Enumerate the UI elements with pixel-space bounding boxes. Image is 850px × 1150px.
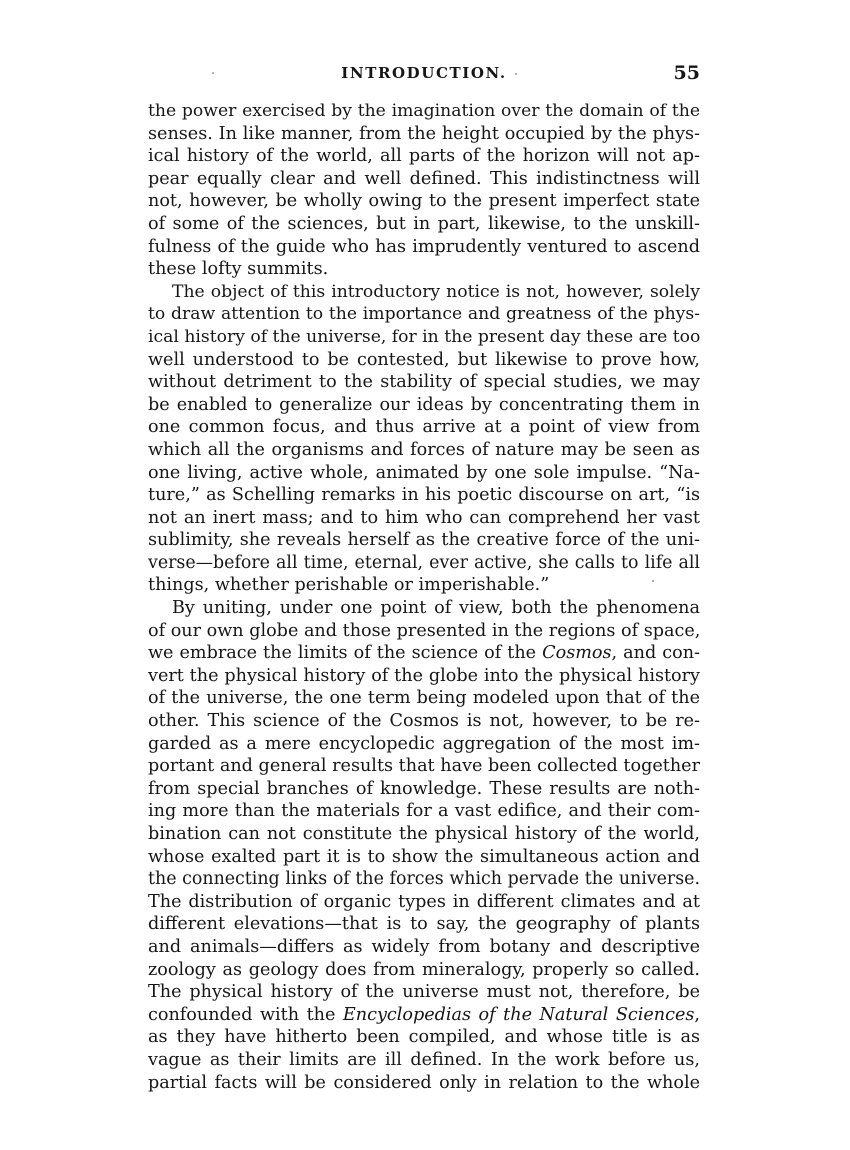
text-line: other. This science of the Cosmos is not, however, to be re-: [148, 711, 700, 732]
text-line: not, however, be wholly owing to the present imperfect state: [148, 191, 700, 212]
text-line: well understood to be contested, but likewise to prove how,: [148, 349, 700, 370]
text-line: ical history of the world, all parts of the horizon will not ap-: [148, 146, 700, 167]
text-line: from special branches of knowledge. These results are noth-: [148, 778, 700, 799]
text-line: without detriment to the stability of special studies, we may: [148, 372, 700, 393]
text-line: we embrace the limits of the science of the Cosmos, and con-: [148, 643, 700, 664]
body-text: [148, 100, 700, 1094]
scan-speck: [652, 580, 654, 582]
scan-speck: [212, 72, 214, 74]
page-number: 55: [673, 62, 700, 84]
text-line: confounded with the Encyclopedias of the Natural Sciences,: [148, 1004, 700, 1025]
text-line: these lofty summits.: [148, 259, 329, 280]
text-line: The distribution of organic types in different climates and at: [148, 891, 700, 912]
text-line: not an inert mass; and to him who can comprehend her vast: [148, 507, 700, 528]
text-line: different elevations—that is to say, the geography of plants: [148, 914, 700, 935]
text-line: garded as a mere encyclopedic aggregation of the most im-: [148, 733, 700, 754]
text-line: of some of the sciences, but in part, likewise, to the unskill-: [148, 213, 700, 234]
text-line: one living, active whole, animated by one sole impulse. “Na-: [148, 462, 700, 483]
text-line: zoology as geology does from mineralogy, properly so called.: [148, 959, 700, 980]
text-line: which all the organisms and forces of nature may be seen as: [148, 439, 700, 460]
text-line: The physical history of the universe must not, therefore, be: [148, 982, 700, 1003]
text-line: fulness of the guide who has imprudently ventured to ascend: [148, 236, 700, 257]
scan-speck: [515, 73, 517, 75]
text-line: verse—before all time, eternal, ever active, she calls to life all: [148, 552, 700, 573]
text-line: ture,” as Schelling remarks in his poetic discourse on art, “is: [148, 485, 700, 506]
text-line: vert the physical history of the globe into the physical history: [148, 665, 700, 686]
text-line: the power exercised by the imagination over the domain of the: [148, 101, 700, 121]
text-line: things, whether perishable or imperishable.”: [148, 575, 550, 596]
text-line: as they have hitherto been compiled, and whose title is as: [148, 1027, 700, 1048]
text-line: ical history of the universe, for in the present day these are too: [148, 326, 700, 347]
text-line: vague as their limits are ill defined. In the work before us,: [148, 1049, 700, 1070]
text-line: one common focus, and thus arrive at a point of view from: [148, 417, 700, 438]
text-line: whose exalted part it is to show the simultaneous action and: [148, 846, 700, 867]
text-line: the connecting links of the forces which pervade the universe.: [148, 869, 700, 890]
text-line: By uniting, under one point of view, both the phenomena: [172, 598, 700, 619]
text-line: pear equally clear and well defined. This indistinctness will: [148, 168, 700, 189]
text-line: and animals—differs as widely from botany and descriptive: [148, 936, 700, 957]
text-line: bination can not constitute the physical history of the world,: [148, 824, 700, 844]
text-line: partial facts will be considered only in relation to the whole: [148, 1072, 700, 1093]
text-line: to draw attention to the importance and greatness of the phys-: [148, 304, 700, 325]
running-title: INTRODUCTION.: [341, 64, 507, 82]
running-head: [148, 62, 700, 86]
text-line: The object of this introductory notice is not, however, solely: [172, 281, 700, 302]
text-line: of our own globe and those presented in the regions of space,: [148, 620, 700, 641]
text-line: ing more than the materials for a vast edifice, and their com-: [148, 801, 700, 822]
text-line: be enabled to generalize our ideas by concentrating them in: [148, 394, 700, 415]
text-line: sublimity, she reveals herself as the creative force of the uni-: [148, 530, 700, 551]
text-line: portant and general results that have been collected together: [148, 756, 700, 777]
text-line: senses. In like manner, from the height occupied by the phys-: [148, 123, 700, 144]
text-line: of the universe, the one term being modeled upon that of the: [148, 688, 700, 709]
